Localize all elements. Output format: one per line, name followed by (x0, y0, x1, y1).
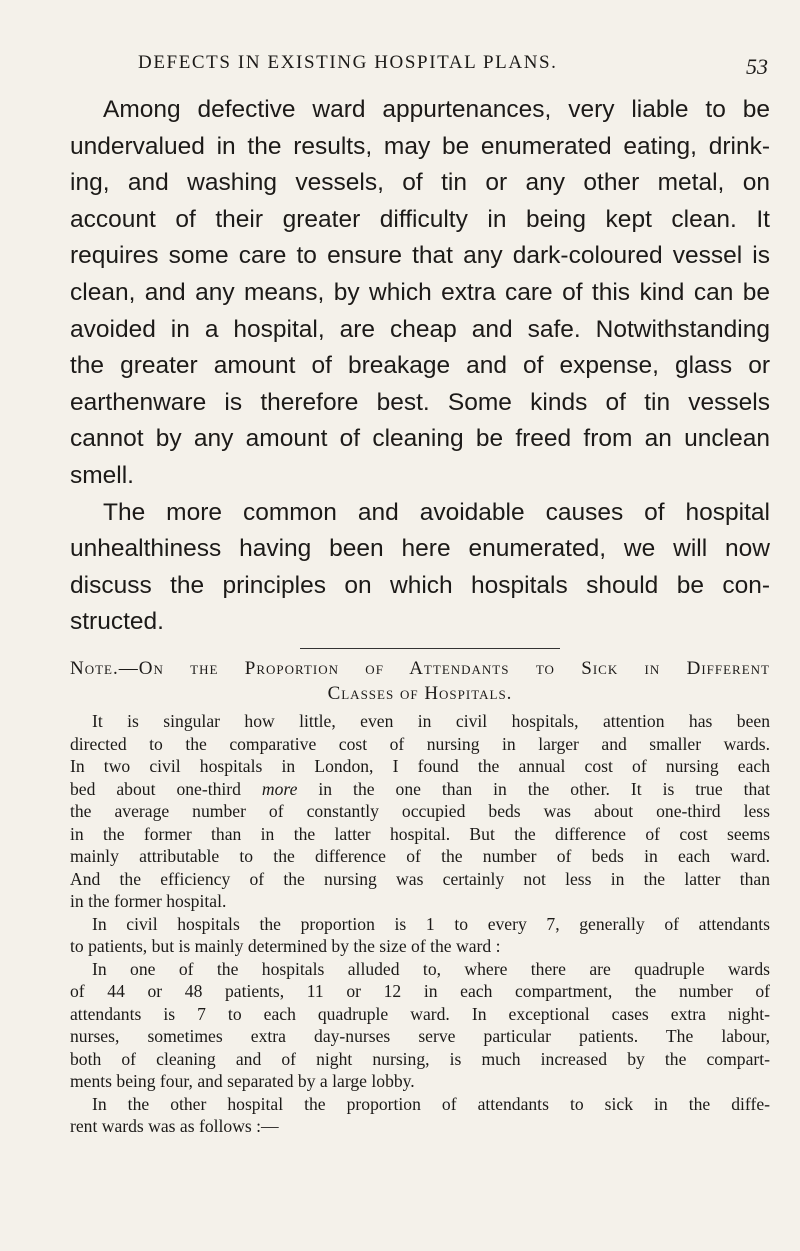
note-line: rent wards was as follows :— (70, 1116, 279, 1136)
running-head: DEFECTS IN EXISTING HOSPITAL PLANS. (138, 52, 558, 73)
note-line: in the former than in the latter hospital. But the difference of cost seems (70, 823, 770, 844)
main-text (70, 92, 770, 641)
note-line: And the efficiency of the nursing was certainly not less in the latter than (70, 868, 770, 889)
text-line: unhealthiness having been here enumerated, we will now (70, 535, 770, 563)
page-header (0, 52, 800, 82)
text-line: undervalued in the results, may be enumerated eating, drink- (70, 132, 770, 160)
footnote (70, 656, 770, 1138)
note-line: In civil hospitals the proportion is 1 to every 7, generally of attendants (92, 913, 770, 934)
note-line: nurses, sometimes extra day-nurses serve particular patients. The labour, (70, 1026, 770, 1046)
text-line: avoided in a hospital, are cheap and safe. Notwithstanding (70, 315, 770, 343)
text-line: the greater amount of breakage and of expense, glass or (70, 352, 770, 380)
note-line: ments being four, and separated by a large lobby. (70, 1071, 415, 1091)
note-line: directed to the comparative cost of nursing in larger and smaller wards. (70, 733, 770, 754)
text-line: smell. (70, 461, 134, 489)
note-line: In two civil hospitals in London, I found the annual cost of nursing each (70, 756, 770, 776)
text-line: requires some care to ensure that any dark-coloured vessel is (70, 242, 770, 270)
note-heading-continued: Classes of Hospitals. (327, 683, 513, 704)
note-line: in the former hospital. (70, 891, 227, 911)
text-line: discuss the principles on which hospitals should be con- (70, 571, 770, 599)
note-line: to patients, but is mainly determined by the size of the ward : (70, 936, 501, 956)
note-line: both of cleaning and of night nursing, is much increased by the compart- (70, 1048, 770, 1069)
section-divider (300, 648, 560, 649)
text-line: structed. (70, 608, 164, 636)
note-heading: Note.—On the Proportion of Attendants to Sick in Different (70, 658, 770, 679)
note-line (70, 778, 770, 801)
note-line: In the other hospital the proportion of attendants to sick in the diffe- (92, 1093, 770, 1114)
text-line: account of their greater difficulty in being kept clean. It (70, 205, 770, 233)
text-line: earthenware is therefore best. Some kinds of tin vessels (70, 388, 770, 416)
page-number: 53 (746, 54, 768, 79)
emphasis: more (261, 778, 298, 799)
note-line: In one of the hospitals alluded to, where there are quadruple wards (92, 958, 770, 979)
text-line: cannot by any amount of cleaning be freed from an unclean (70, 425, 770, 453)
text-line: clean, and any means, by which extra care of this kind can be (70, 278, 770, 306)
text-line: ing, and washing vessels, of tin or any other metal, on (70, 169, 770, 197)
note-line: It is singular how little, even in civil hospitals, attention has been (92, 711, 770, 731)
note-line: attendants is 7 to each quadruple ward. In exceptional cases extra night- (70, 1003, 770, 1024)
note-line-part: in the one than in the other. It is true that (297, 778, 770, 799)
note-line: of 44 or 48 patients, 11 or 12 in each compartment, the number of (70, 981, 770, 1001)
note-line: mainly attributable to the difference of the number of beds in each ward. (70, 846, 770, 866)
note-line: the average number of constantly occupied beds was about one-third less (70, 801, 770, 821)
note-line-part: bed about one-third (70, 778, 262, 799)
text-line: Among defective ward appurtenances, very liable to be (103, 96, 770, 123)
text-line: The more common and avoidable causes of hospital (103, 498, 770, 526)
